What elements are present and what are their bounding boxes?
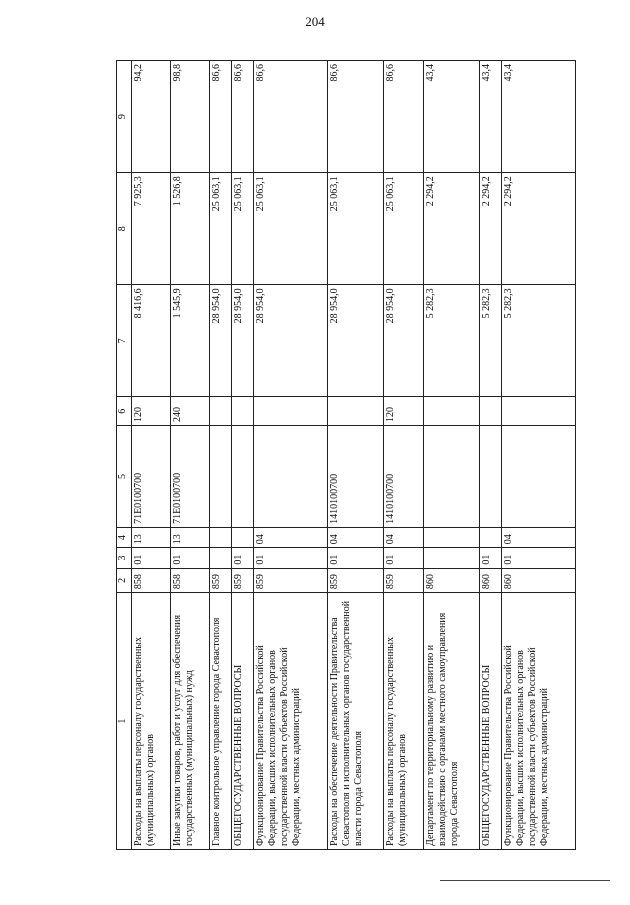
table-cell: 7 925,3: [132, 173, 171, 285]
table-cell: [327, 397, 384, 426]
table-row: [501, 61, 575, 850]
row-name-cell: ОБЩЕГОСУДАРСТВЕННЫЕ ВОПРОСЫ: [480, 593, 502, 850]
table-cell: 25 063,1: [327, 173, 384, 285]
table-cell: [480, 397, 502, 426]
table-cell: 71Е0100700: [171, 425, 210, 527]
table-cell: [480, 425, 502, 527]
table-cell: 28 954,0: [384, 285, 423, 397]
table-cell: 01: [232, 548, 254, 568]
table-cell: 04: [501, 527, 575, 547]
table-cell: 86,6: [327, 61, 384, 173]
column-header: 1: [117, 593, 132, 850]
row-name-cell: Расходы на обеспечение деятельности Правительства Севастополя и исполнительных органов государственной власти города Севастополя: [327, 593, 384, 850]
table-cell: [210, 527, 232, 547]
page-number: 204: [305, 14, 325, 29]
table-cell: 01: [384, 548, 423, 568]
table-cell: 860: [501, 568, 575, 592]
table-row: [384, 61, 423, 850]
table-cell: 858: [132, 568, 171, 592]
table-cell: 04: [327, 527, 384, 547]
table-cell: 1 526,8: [171, 173, 210, 285]
table-cell: [423, 425, 480, 527]
table-row: [232, 61, 254, 850]
row-name-cell: Функционирование Правительства Российской Федерации, высших исполнительных органов государственной власти субъектов Российской Федерации, местных администраций: [501, 593, 575, 850]
table-cell: 858: [171, 568, 210, 592]
table-cell: 860: [480, 568, 502, 592]
table-cell: 28 954,0: [253, 285, 327, 397]
table-cell: 04: [384, 527, 423, 547]
table-cell: [423, 397, 480, 426]
table-row: [480, 61, 502, 850]
column-header: 2: [117, 568, 132, 592]
table-cell: 01: [132, 548, 171, 568]
table-cell: [480, 527, 502, 547]
table-cell: 1410100700: [327, 425, 384, 527]
table-cell: 1410100700: [384, 425, 423, 527]
table-cell: 28 954,0: [210, 285, 232, 397]
table-cell: 71Е0100700: [132, 425, 171, 527]
table-cell: 25 063,1: [232, 173, 254, 285]
table-cell: 25 063,1: [384, 173, 423, 285]
table-cell: [210, 425, 232, 527]
table-cell: 01: [253, 548, 327, 568]
table-cell: 2 294,2: [501, 173, 575, 285]
column-header: 8: [117, 173, 132, 285]
table-cell: [423, 548, 480, 568]
table-cell: [232, 527, 254, 547]
table-cell: 859: [327, 568, 384, 592]
table-cell: 13: [171, 527, 210, 547]
column-header: 5: [117, 425, 132, 527]
table-cell: 43,4: [480, 61, 502, 173]
table-frame: [116, 60, 576, 850]
table-cell: 01: [327, 548, 384, 568]
table-cell: 43,4: [423, 61, 480, 173]
budget-table: [116, 60, 576, 850]
table-row: [327, 61, 384, 850]
table-cell: 04: [253, 527, 327, 547]
table-cell: 25 063,1: [253, 173, 327, 285]
row-name-cell: ОБЩЕГОСУДАРСТВЕННЫЕ ВОПРОСЫ: [232, 593, 254, 850]
table-cell: 860: [423, 568, 480, 592]
table-cell: 13: [132, 527, 171, 547]
table-cell: 859: [232, 568, 254, 592]
table-cell: 43,4: [501, 61, 575, 173]
table-cell: 86,6: [232, 61, 254, 173]
table-cell: 859: [253, 568, 327, 592]
table-row: [423, 61, 480, 850]
table-cell: [210, 548, 232, 568]
table-cell: 01: [171, 548, 210, 568]
table-cell: [501, 397, 575, 426]
table-cell: [253, 425, 327, 527]
table-cell: [253, 397, 327, 426]
footer-rule: [440, 880, 610, 881]
column-header: 7: [117, 285, 132, 397]
table-cell: [501, 425, 575, 527]
row-name-cell: Расходы на выплаты персоналу государственных (муниципальных) органов: [384, 593, 423, 850]
row-name-cell: Иные закупки товаров, работ и услуг для обеспечения государственных (муниципальных) нужд: [171, 593, 210, 850]
table-cell: 120: [132, 397, 171, 426]
column-header: 6: [117, 397, 132, 426]
table-cell: 1 545,9: [171, 285, 210, 397]
table-row: [132, 61, 171, 850]
table-cell: 240: [171, 397, 210, 426]
table-cell: 8 416,6: [132, 285, 171, 397]
table-cell: 01: [501, 548, 575, 568]
table-cell: 859: [384, 568, 423, 592]
table-cell: 28 954,0: [327, 285, 384, 397]
row-name-cell: Департамент по территориальному развитию и взаимодействию с органами местного самоуправления города Севастополя: [423, 593, 480, 850]
row-name-cell: Функционирование Правительства Российской Федерации, высших исполнительных органов государственной власти субъектов Российской Федерации, местных администраций: [253, 593, 327, 850]
table-cell: 2 294,2: [423, 173, 480, 285]
table-cell: 94,2: [132, 61, 171, 173]
table-cell: [423, 527, 480, 547]
column-header: 9: [117, 61, 132, 173]
table-cell: [232, 425, 254, 527]
table-cell: 86,6: [253, 61, 327, 173]
table-cell: [210, 397, 232, 426]
table-cell: 86,6: [384, 61, 423, 173]
column-header: 4: [117, 527, 132, 547]
table-header-row: [117, 61, 132, 850]
table-cell: 5 282,3: [423, 285, 480, 397]
table-cell: 859: [210, 568, 232, 592]
column-header: 3: [117, 548, 132, 568]
table-cell: [232, 397, 254, 426]
table-cell: 98,8: [171, 61, 210, 173]
table-row: [210, 61, 232, 850]
table-cell: 86,6: [210, 61, 232, 173]
table-cell: 25 063,1: [210, 173, 232, 285]
table-cell: 01: [480, 548, 502, 568]
table-row: [171, 61, 210, 850]
row-name-cell: Расходы на выплаты персоналу государственных (муниципальных) органов: [132, 593, 171, 850]
table-cell: 5 282,3: [501, 285, 575, 397]
row-name-cell: Главное контрольное управление города Севастополя: [210, 593, 232, 850]
table-cell: 28 954,0: [232, 285, 254, 397]
table-cell: 5 282,3: [480, 285, 502, 397]
table-row: [253, 61, 327, 850]
table-cell: 120: [384, 397, 423, 426]
table-rotated: [116, 60, 576, 850]
table-cell: 2 294,2: [480, 173, 502, 285]
